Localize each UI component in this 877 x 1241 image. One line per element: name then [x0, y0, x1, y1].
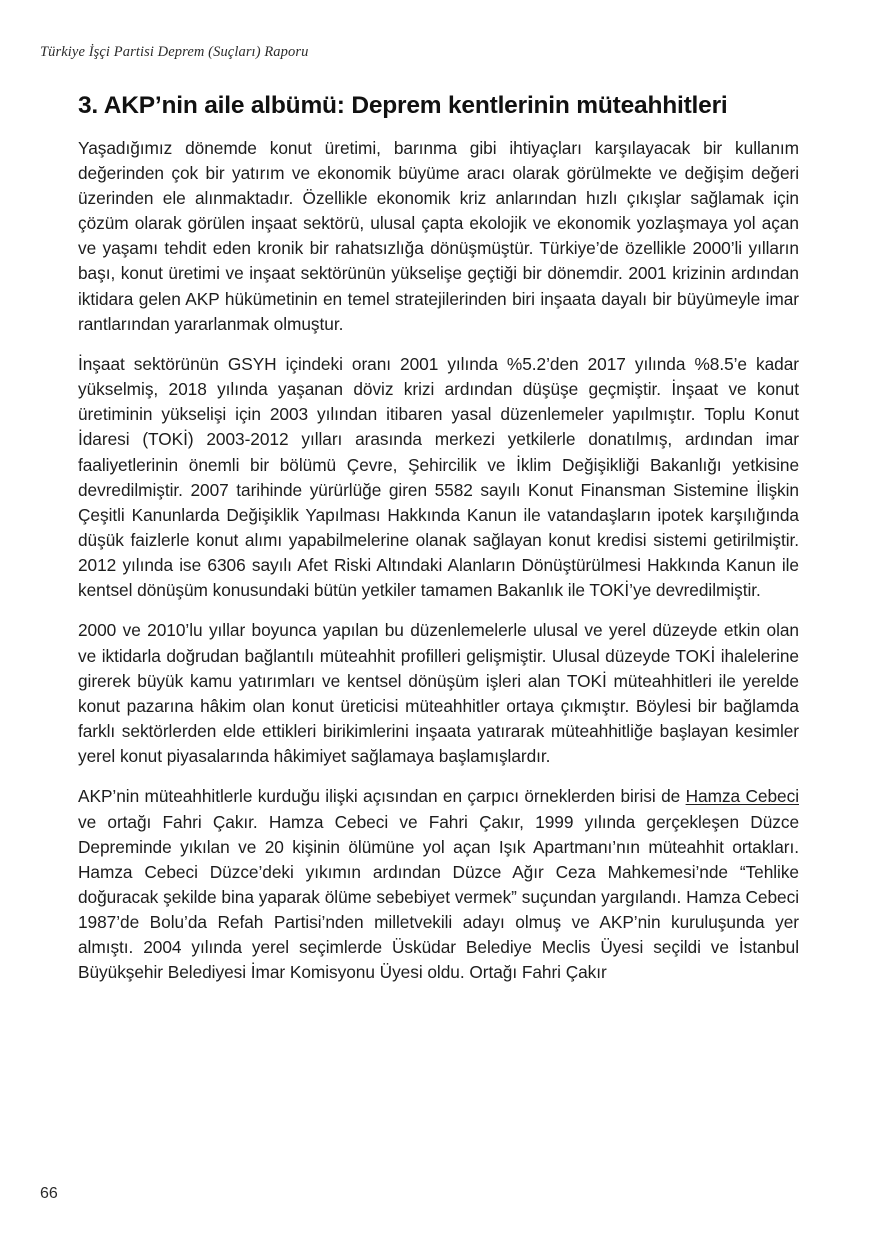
page-number: 66	[40, 1185, 58, 1202]
paragraph-text-after-link: ve ortağı Fahri Çakır. Hamza Cebeci ve Fahri Çakır, 1999 yılında gerçekleşen Düzce Depreminde yıkılan ve 20 kişinin ölümüne yol açan Işık Apartmanı’nın müteahhit ortakları. Hamza Cebeci Düzce’deki yıkımın ardından Düzce Ağır Ceza Mahkemesi’nde “Tehlike doğuracak şekilde bina yaparak ölüme sebebiyet vermek” suçundan yargılandı. Hamza Cebeci 1987’de Bolu’da Refah Partisi’nden milletvekili adayı olmuş ve AKP’nin kuruluşunda yer almıştı. 2004 yılında yerel seçimlerde Üsküdar Belediye Meclis Üyesi seçildi ve İstanbul Büyükşehir Belediyesi İmar Komisyonu Üyesi oldu. Ortağı Fahri Çakır	[78, 811, 799, 983]
section-title: 3. AKP’nin aile albümü: Deprem kentlerinin müteahhitleri	[78, 92, 728, 119]
body-paragraph: 2000 ve 2010’lu yıllar boyunca yapılan bu düzenlemelerle ulusal ve yerel düzeyde etkin olan ve iktidarla doğrudan bağlantılı müteahhit profilleri gelişmiştir. Ulusal düzeyde TOKİ ihalelerine girerek büyük kamu yatırımları ve kentsel dönüşüm işleri alan TOKİ müteahhitleri ile yerelde konut pazarına hâkim olan konut üreticisi müteahhitler ortaya çıkmıştır. Böylesi bir bağlamda farklı sektörlerden elde ettikleri birikimlerini inşaata yatırarak müteahhitliğe başlayan kesimler yerel konut piyasalarında hâkimiyet sağlamaya başlamışlardır.	[78, 620, 799, 767]
body-paragraph: İnşaat sektörünün GSYH içindeki oranı 2001 yılında %5.2’den 2017 yılında %8.5’e kadar yükselmiş, 2018 yılında yaşanan döviz krizi ardından düşüşe geçmiştir. İnşaat ve konut üretiminin yükselişi için 2003 yılından itibaren yasal düzenlemeler yapılmıştır. Toplu Konut İdaresi (TOKİ) 2003-2012 yılları arasında merkezi yetkilerle donatılmış, ardından imar faaliyetlerinin önemli bir bölümü Çevre, Şehircilik ve İklim Değişikliği Bakanlığı yetkisine devredilmiştir. 2007 tarihinde yürürlüğe giren 5582 sayılı Konut Finansman Sistemine İlişkin Çeşitli Kanunlarda Değişiklik Yapılması Hakkında Kanun ile vatandaşların ipotek karşılığında düşük faizlerle konut alımı yapabilmelerine olanak sağlayan konut kredisi sistemi getirilmiştir. 2012 yılında ise 6306 sayılı Afet Riski Altındaki Alanların Dönüştürülmesi Hakkında Kanun ile kentsel dönüşüm konusundaki bütün yetkiler tamamen Bakanlık ile TOKİ’ye devredilmiştir.	[78, 353, 799, 601]
paragraph-text-before-link: AKP’nin müteahhitlerle kurduğu ilişki açısından en çarpıcı örneklerden birisi de	[78, 786, 686, 807]
body-paragraph-with-link	[78, 784, 799, 985]
hamza-cebeci-link[interactable]: Hamza Cebeci	[685, 786, 799, 807]
running-head: Türkiye İşçi Partisi Deprem (Suçları) Raporu	[40, 44, 309, 60]
body-paragraph: Yaşadığımız dönemde konut üretimi, barınma gibi ihtiyaçları karşılayacak bir kullanım değerinden çok bir yatırım ve ekonomik büyüme aracı olarak görülmekte ve değişim değeri üzerinden ele alınmaktadır. Özellikle ekonomik kriz anlarından hızlı çıkışlar sağlamak için çözüm olarak görülen inşaat sektörü, ulusal çapta ekolojik ve ekonomik yozlaşmaya yol açan ve yaşamı tehdit eden kronik bir rahatsızlığa dönüşmüştür. Türkiye’de özellikle 2000’li yılların başı, konut üretimi ve inşaat sektörünün yükselişe geçtiği bir dönemdir. 2001 krizinin ardından iktidara gelen AKP hükümetinin en temel stratejilerinden biri inşaata dayalı bir büyümeyle imar rantlarından yararlanmak olmuştur.	[78, 137, 799, 334]
